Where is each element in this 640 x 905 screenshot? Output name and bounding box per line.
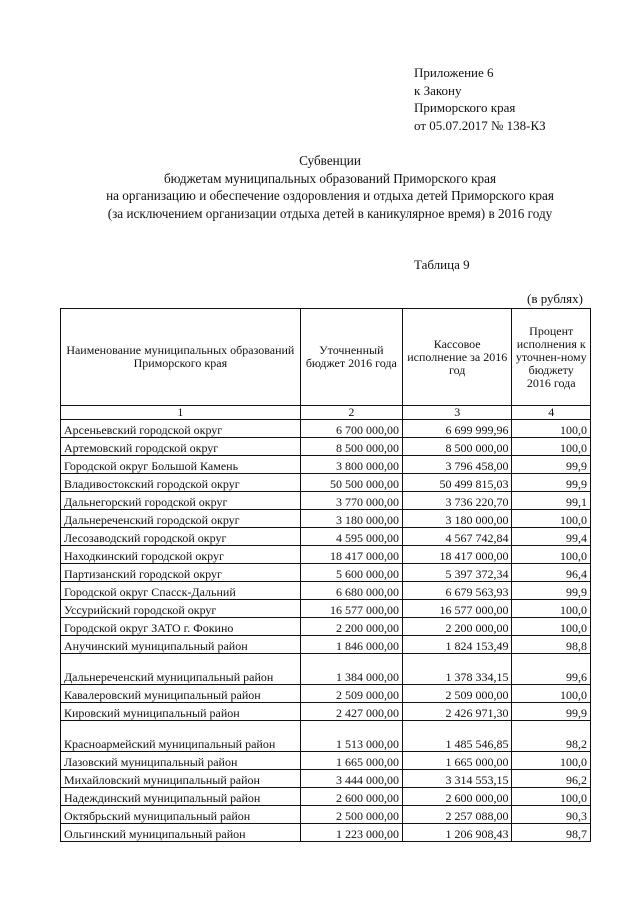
cell-name: Кировский муниципальный район [61, 703, 301, 721]
cell-budget: 1 384 000,00 [300, 654, 402, 685]
cell-name: Кавалеровский муниципальный район [61, 685, 301, 703]
cell-execution: 18 417 000,00 [402, 546, 512, 564]
table-row [61, 582, 591, 600]
cell-name: Дальнереченский муниципальный район [61, 654, 301, 685]
cell-budget: 3 444 000,00 [300, 770, 402, 788]
table-row [61, 721, 591, 752]
table-row [61, 456, 591, 474]
table-row [61, 824, 591, 842]
cell-name: Артемовский городской округ [61, 438, 301, 456]
cell-name: Партизанский городской округ [61, 564, 301, 582]
cell-name: Красноармейский муниципальный район [61, 721, 301, 752]
cell-name: Дальнереченский городской округ [61, 510, 301, 528]
cell-budget: 8 500 000,00 [300, 438, 402, 456]
cell-name: Находкинский городской округ [61, 546, 301, 564]
cell-budget: 2 509 000,00 [300, 685, 402, 703]
cell-budget: 6 680 000,00 [300, 582, 402, 600]
header-cell-execution: Кассовое исполнение за 2016 год [402, 309, 512, 406]
table-label: Таблица 9 [414, 257, 470, 272]
header-cell-name: Наименование муниципальных образований Приморского края [61, 309, 301, 406]
cell-budget: 3 180 000,00 [300, 510, 402, 528]
subvention-table [60, 308, 591, 842]
cell-budget: 6 700 000,00 [300, 420, 402, 438]
cell-name: Арсеньевский городской округ [61, 420, 301, 438]
cell-budget: 1 665 000,00 [300, 752, 402, 770]
appendix-line: к Закону [414, 82, 462, 98]
cell-percent: 90,3 [512, 806, 591, 824]
title-line: бюджетам муниципальных образований Приморского края [163, 170, 497, 186]
cell-budget: 1 223 000,00 [300, 824, 402, 842]
table-row [61, 770, 591, 788]
cell-name: Городской округ Спасск-Дальний [61, 582, 301, 600]
appendix-line: Приморского края [414, 100, 516, 115]
appendix-header [414, 64, 546, 134]
table-row [61, 685, 591, 703]
cell-budget: 5 600 000,00 [300, 564, 402, 582]
cell-execution: 1 485 546,85 [402, 721, 512, 752]
table-row [61, 654, 591, 685]
cell-execution: 2 600 000,00 [402, 788, 512, 806]
cell-execution: 1 824 153,49 [402, 636, 512, 654]
table-row [61, 510, 591, 528]
cell-execution: 2 257 088,00 [402, 806, 512, 824]
cell-execution: 1 206 908,43 [402, 824, 512, 842]
column-number: 2 [300, 406, 402, 420]
cell-execution: 6 679 563,93 [402, 582, 512, 600]
cell-budget: 50 500 000,00 [300, 474, 402, 492]
cell-execution: 50 499 815,03 [402, 474, 512, 492]
table-row [61, 636, 591, 654]
table-row [61, 492, 591, 510]
cell-name: Октябрьский муниципальный район [61, 806, 301, 824]
table-row [61, 703, 591, 721]
cell-execution: 3 180 000,00 [402, 510, 512, 528]
table-row [61, 546, 591, 564]
cell-budget: 1 846 000,00 [300, 636, 402, 654]
cell-percent: 100,0 [512, 600, 591, 618]
table-row [61, 600, 591, 618]
cell-name: Лазовский муниципальный район [61, 752, 301, 770]
table-row [61, 806, 591, 824]
cell-name: Городской округ ЗАТО г. Фокино [61, 618, 301, 636]
cell-budget: 2 427 000,00 [300, 703, 402, 721]
units-note: (в рублях) [527, 291, 583, 306]
cell-execution: 16 577 000,00 [402, 600, 512, 618]
column-number-row [61, 406, 591, 420]
cell-percent: 99,9 [512, 474, 591, 492]
appendix-line: Приложение 6 [414, 65, 494, 80]
cell-name: Лесозаводский городской округ [61, 528, 301, 546]
cell-percent: 96,2 [512, 770, 591, 788]
title-line: на организацию и обеспечение оздоровления и отдыха детей Приморского края [106, 188, 554, 203]
cell-execution: 6 699 999,96 [402, 420, 512, 438]
cell-budget: 16 577 000,00 [300, 600, 402, 618]
cell-execution: 5 397 372,34 [402, 564, 512, 582]
cell-execution: 1 665 000,00 [402, 752, 512, 770]
cell-budget: 2 200 000,00 [300, 618, 402, 636]
cell-percent: 98,7 [512, 824, 591, 842]
cell-percent: 100,0 [512, 420, 591, 438]
cell-percent: 100,0 [512, 438, 591, 456]
cell-execution: 2 426 971,30 [402, 703, 512, 721]
cell-name: Городской округ Большой Камень [61, 456, 301, 474]
table-row [61, 474, 591, 492]
cell-execution: 3 736 220,70 [402, 492, 512, 510]
cell-execution: 8 500 000,00 [402, 438, 512, 456]
cell-percent: 99,9 [512, 703, 591, 721]
cell-name: Михайловский муниципальный район [61, 770, 301, 788]
cell-name: Владивостокский городской округ [61, 474, 301, 492]
cell-percent: 99,1 [512, 492, 591, 510]
table-row [61, 528, 591, 546]
cell-budget: 3 800 000,00 [300, 456, 402, 474]
cell-percent: 100,0 [512, 510, 591, 528]
cell-percent: 99,6 [512, 654, 591, 685]
table-row [61, 788, 591, 806]
cell-budget: 1 513 000,00 [300, 721, 402, 752]
header-row [61, 309, 591, 406]
cell-percent: 100,0 [512, 788, 591, 806]
table-row [61, 564, 591, 582]
header-cell-budget: Уточненный бюджет 2016 года [300, 309, 402, 406]
cell-percent: 99,9 [512, 582, 591, 600]
cell-percent: 100,0 [512, 685, 591, 703]
cell-percent: 100,0 [512, 546, 591, 564]
cell-percent: 100,0 [512, 618, 591, 636]
title-line: Субвенции [299, 153, 361, 168]
table-row [61, 618, 591, 636]
cell-percent: 96,4 [512, 564, 591, 582]
cell-percent: 98,8 [512, 636, 591, 654]
cell-budget: 4 595 000,00 [300, 528, 402, 546]
cell-budget: 2 600 000,00 [300, 788, 402, 806]
header-cell-percent: Процент исполнения к уточнен-ному бюджету 2016 года [512, 309, 591, 406]
cell-execution: 1 378 334,15 [402, 654, 512, 685]
column-number: 4 [512, 406, 591, 420]
title-line: (за исключением организации отдыха детей в каникулярное время) в 2016 году [107, 205, 553, 221]
cell-name: Ольгинский муниципальный район [61, 824, 301, 842]
table-row [61, 420, 591, 438]
cell-name: Дальнегорский городской округ [61, 492, 301, 510]
cell-budget: 3 770 000,00 [300, 492, 402, 510]
document-title [40, 152, 620, 222]
cell-percent: 98,2 [512, 721, 591, 752]
cell-percent: 99,4 [512, 528, 591, 546]
cell-budget: 2 500 000,00 [300, 806, 402, 824]
cell-budget: 18 417 000,00 [300, 546, 402, 564]
cell-execution: 3 314 553,15 [402, 770, 512, 788]
cell-percent: 100,0 [512, 752, 591, 770]
column-number: 3 [402, 406, 512, 420]
table-row [61, 438, 591, 456]
cell-name: Уссурийский городской округ [61, 600, 301, 618]
cell-name: Анучинский муниципальный район [61, 636, 301, 654]
column-number: 1 [61, 406, 301, 420]
cell-execution: 4 567 742,84 [402, 528, 512, 546]
cell-execution: 3 796 458,00 [402, 456, 512, 474]
table-row [61, 752, 591, 770]
cell-name: Надеждинский муниципальный район [61, 788, 301, 806]
cell-percent: 99,9 [512, 456, 591, 474]
cell-execution: 2 509 000,00 [402, 685, 512, 703]
cell-execution: 2 200 000,00 [402, 618, 512, 636]
appendix-line: от 05.07.2017 № 138-КЗ [414, 117, 546, 133]
